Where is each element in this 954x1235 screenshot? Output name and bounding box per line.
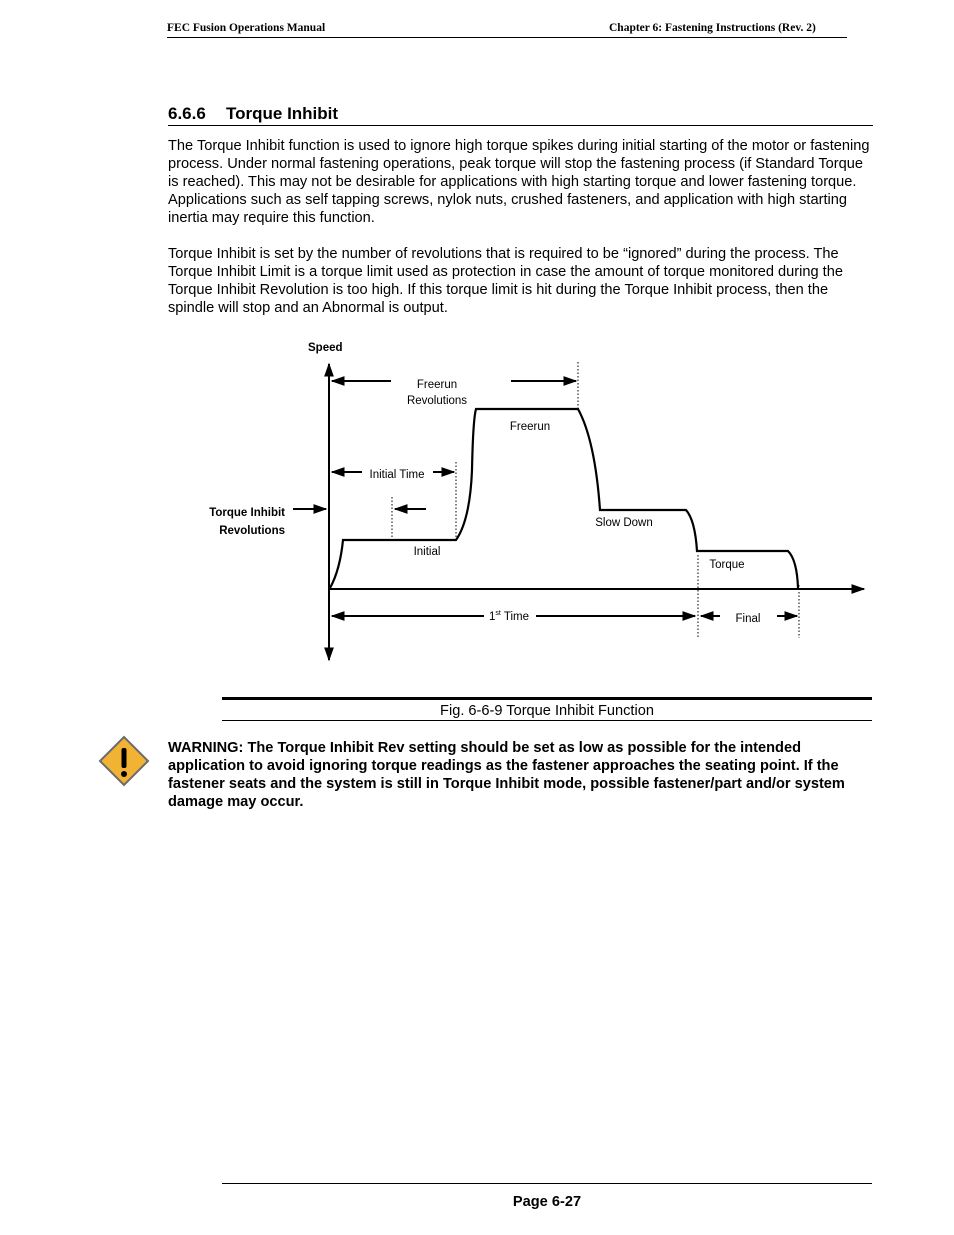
y-axis-label: Speed — [308, 342, 343, 354]
torque-label: Torque — [709, 559, 745, 571]
first-time-label — [489, 610, 529, 623]
figure-caption: Fig. 6-6-9 Torque Inhibit Function — [440, 703, 654, 719]
first-time-word: Time — [500, 611, 529, 623]
initial-time-label: Initial Time — [369, 469, 425, 481]
initial-label: Initial — [413, 546, 441, 558]
section-title: Torque Inhibit — [226, 104, 339, 123]
footer-rule — [222, 1183, 872, 1184]
section-number: 6.6.6 — [168, 104, 206, 123]
torque-inhibit-label-2: Revolutions — [219, 525, 285, 537]
first-time-number: 1 — [489, 611, 496, 623]
freerun-revolutions-label-1: Freerun — [416, 379, 458, 391]
header-manual-title: FEC Fusion Operations Manual — [167, 22, 326, 34]
paragraph-intro: The Torque Inhibit function is used to ignore high torque spikes during initial starting of the motor or fastening process. Under normal fastening operations, peak torque will stop the fastening process (if Standard Torque is reached). This may not be desirable for applications with high starting torque and lower fastening torque. Applications such as self tapping screws, nylok nuts, crushed fasteners, and application with high starting inertia may require this function. — [168, 138, 870, 226]
freerun-label: Freerun — [509, 421, 551, 433]
final-label: Final — [735, 613, 761, 625]
figure-bottom-rule — [222, 720, 872, 721]
header-chapter-title: Chapter 6: Fastening Instructions (Rev. 2) — [609, 22, 816, 34]
figure-top-rule — [222, 697, 872, 700]
warning-diamond-icon — [98, 735, 150, 787]
slow-down-label: Slow Down — [595, 517, 653, 529]
warning-text: WARNING: The Torque Inhibit Rev setting should be set as low as possible for the intended application to avoid ignoring torque readings as the fastener approaches the seating point. If the fastener seats and the system is still in Torque Inhibit mode, possible fastener/part and/or system damage may occur. — [168, 740, 845, 810]
torque-inhibit-label-1: Torque Inhibit — [209, 507, 285, 519]
page-number: Page 6-27 — [512, 1194, 582, 1210]
first-time-superscript: st — [495, 610, 501, 617]
freerun-revolutions-label-2: Revolutions — [406, 395, 468, 407]
paragraph-settings: Torque Inhibit is set by the number of revolutions that is required to be “ignored” during the process. The Torque Inhibit Limit is a torque limit used as protection in case the amount of torque monitored during the Torque Inhibit Revolution is too high. If this torque limit is hit during the Torque Inhibit process, then the spindle will stop and an Abnormal is output. — [168, 246, 843, 316]
